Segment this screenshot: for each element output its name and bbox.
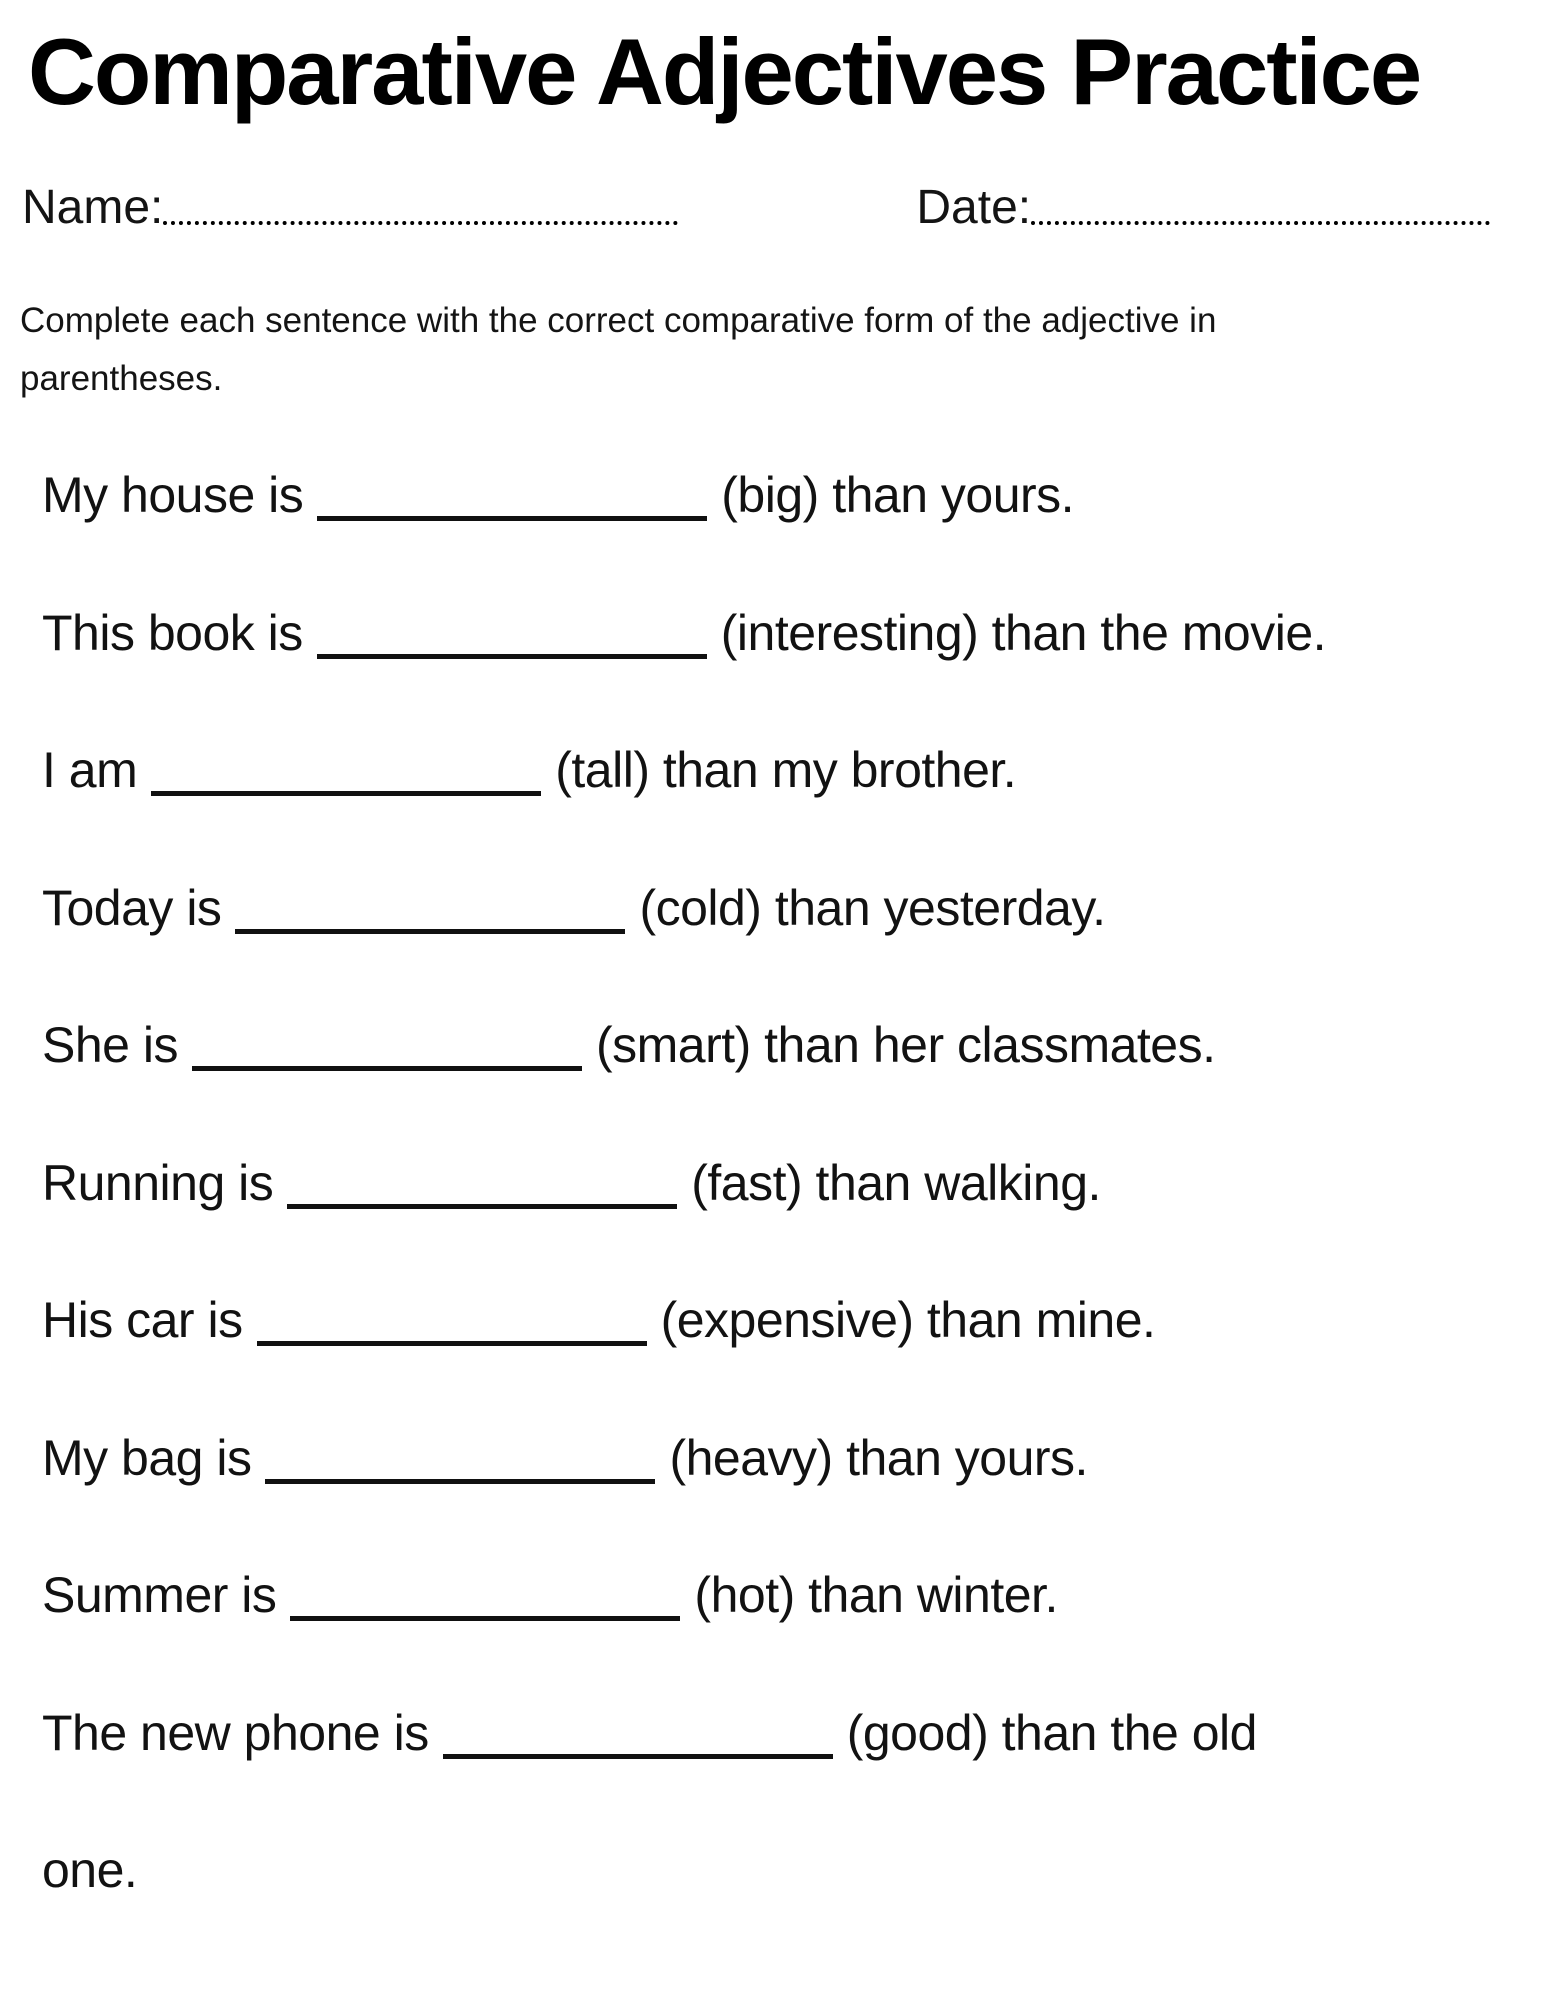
question-text-before: The new phone is bbox=[42, 1704, 429, 1761]
answer-blank[interactable] bbox=[287, 1204, 677, 1209]
question-line bbox=[42, 1390, 1517, 1528]
question-line bbox=[42, 427, 1517, 565]
instructions-line-1: Complete each sentence with the correct comparative form of the adjective in bbox=[20, 301, 1217, 340]
question-text-after: (heavy) than yours. bbox=[669, 1429, 1088, 1486]
question-line bbox=[42, 1527, 1517, 1665]
date-fill-line[interactable] bbox=[1031, 221, 1490, 225]
question-text-after: (good) than the old bbox=[846, 1704, 1257, 1761]
name-label: Name: bbox=[22, 181, 164, 234]
worksheet-title: Comparative Adjectives Practice bbox=[28, 19, 1421, 124]
answer-blank[interactable] bbox=[192, 1066, 582, 1071]
question-text-before: My bag is bbox=[42, 1429, 252, 1486]
answer-blank[interactable] bbox=[317, 516, 707, 521]
question-line bbox=[42, 702, 1517, 840]
date-field bbox=[916, 182, 1490, 234]
question-line bbox=[42, 1115, 1517, 1253]
question-row bbox=[42, 1115, 1517, 1253]
questions bbox=[42, 427, 1517, 1940]
question-line bbox=[42, 840, 1517, 978]
question-text-before: His car is bbox=[42, 1292, 243, 1348]
answer-blank[interactable] bbox=[290, 1616, 680, 1621]
answer-blank[interactable] bbox=[317, 654, 707, 659]
name-fill-line[interactable] bbox=[163, 221, 678, 225]
answer-blank[interactable] bbox=[443, 1754, 833, 1759]
question-line bbox=[42, 1665, 1517, 1803]
question-text-after: (hot) than winter. bbox=[694, 1567, 1058, 1623]
question-line bbox=[42, 977, 1517, 1115]
question-text-before: Summer is bbox=[42, 1567, 277, 1623]
question-text-after: (tall) than my brother. bbox=[555, 742, 1017, 798]
question-row bbox=[42, 427, 1517, 565]
question-row bbox=[42, 1252, 1517, 1390]
instructions-line-2: parentheses. bbox=[20, 359, 223, 398]
question-text-after: (big) than yours. bbox=[721, 467, 1075, 523]
question-line bbox=[42, 1252, 1517, 1390]
question-text-before: This book is bbox=[42, 604, 303, 661]
question-text-before: Today is bbox=[42, 879, 222, 936]
question-row bbox=[42, 1390, 1517, 1528]
answer-blank[interactable] bbox=[235, 929, 625, 934]
question-row bbox=[42, 1527, 1517, 1665]
question-overflow-line: one. bbox=[42, 1842, 138, 1898]
question-text-before: Running is bbox=[42, 1154, 274, 1211]
question-text-after: (cold) than yesterday. bbox=[639, 879, 1106, 936]
question-text-after: (smart) than her classmates. bbox=[595, 1017, 1216, 1073]
answer-blank[interactable] bbox=[265, 1479, 655, 1484]
name-field bbox=[22, 182, 678, 234]
date-label: Date: bbox=[916, 181, 1032, 234]
question-row bbox=[42, 840, 1517, 978]
question-line bbox=[42, 565, 1517, 703]
instructions bbox=[20, 292, 1500, 408]
question-row bbox=[42, 977, 1517, 1115]
question-row bbox=[42, 565, 1517, 703]
question-row bbox=[42, 1665, 1517, 1940]
question-row bbox=[42, 702, 1517, 840]
question-text-after: (interesting) than the movie. bbox=[720, 604, 1327, 661]
answer-blank[interactable] bbox=[151, 791, 541, 796]
question-text-before: My house is bbox=[42, 467, 304, 523]
question-text-after: (fast) than walking. bbox=[691, 1154, 1101, 1211]
question-text-before: She is bbox=[42, 1017, 178, 1073]
question-text-after: (expensive) than mine. bbox=[660, 1292, 1156, 1348]
question-text-before: I am bbox=[42, 742, 138, 798]
meta-row bbox=[22, 182, 1490, 234]
answer-blank[interactable] bbox=[257, 1341, 647, 1346]
